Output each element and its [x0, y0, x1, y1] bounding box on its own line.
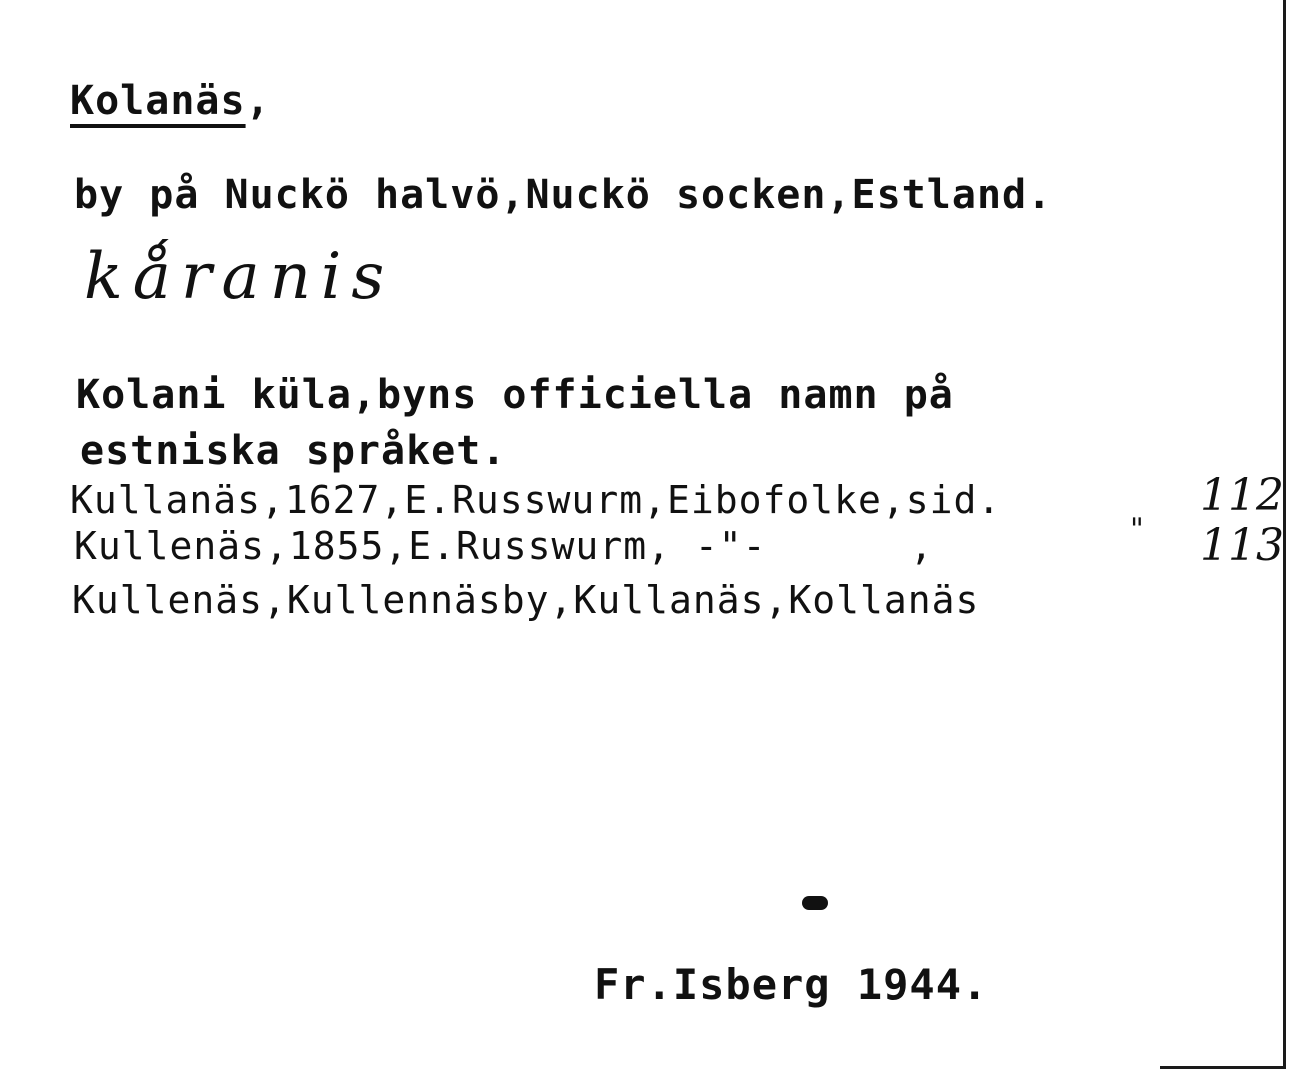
ink-dot: [802, 896, 828, 910]
place-name: Kolanäs: [70, 78, 246, 124]
handwritten-pronunciation: kǻranis: [84, 240, 395, 314]
place-description: by på Nuckö halvö,Nuckö socken,Estland.: [74, 172, 1053, 218]
source-entry-1: Kullanäs,1627,E.Russwurm,Eibofolke,sid.: [70, 478, 1002, 522]
official-name-line-2: estniska språket.: [80, 428, 507, 474]
source-entry-2-ditto: ": [1130, 512, 1144, 547]
source-entry-1-page: 112: [1200, 470, 1284, 521]
official-name-line-1: Kolani küla,byns officiella namn på: [76, 372, 954, 418]
place-name-heading: [70, 78, 271, 124]
name-variants: Kullenäs,Kullennäsby,Kullanäs,Kollanäs: [72, 578, 980, 622]
signature-line: Fr.Isberg 1944.: [594, 960, 989, 1009]
source-entry-2: Kullenäs,1855,E.Russwurm, -"- ,: [74, 524, 934, 568]
source-entry-2-page: 113: [1200, 520, 1284, 571]
heading-comma: ,: [245, 78, 271, 124]
card-bottom-edge: [1160, 1066, 1286, 1069]
